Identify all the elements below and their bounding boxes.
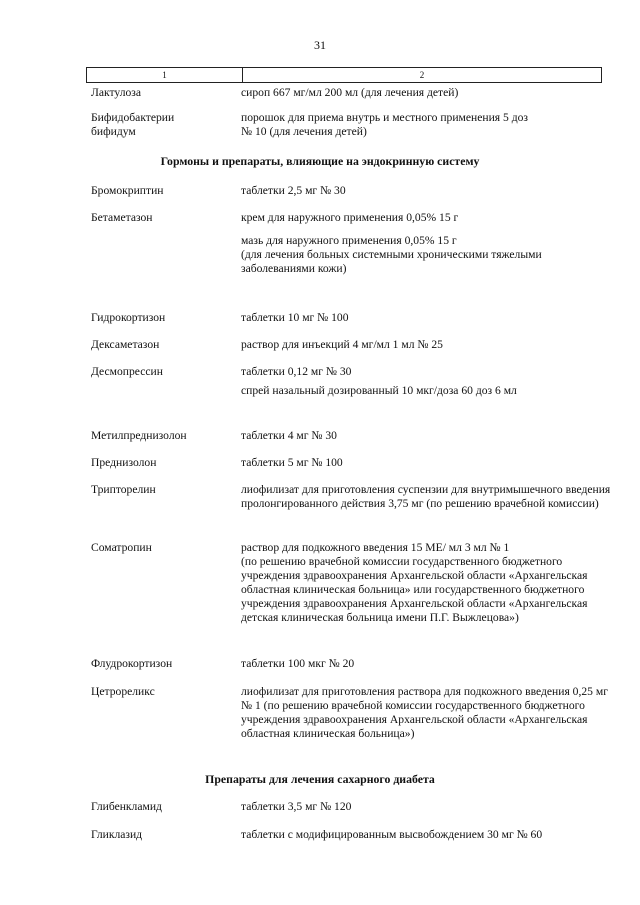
drug-name: Флудрокортизон xyxy=(91,657,173,670)
drug-name: Гликлазид xyxy=(91,828,143,841)
drug-form: таблетки с модифицированным высвобождением 30 мг № 60 xyxy=(241,828,543,841)
drug-name: Дексаметазон xyxy=(91,338,160,351)
drug-name: Бифидобактерии бифидум xyxy=(91,111,175,138)
drug-row-tsetroreliks xyxy=(91,685,611,741)
header-col-2: 2 xyxy=(419,70,425,80)
drug-form: лиофилизат для приготовления суспензии для внутримышечного введения пролонгированного действия 3,75 мг (по решению врачебной комиссии) xyxy=(241,483,611,510)
header-col-1: 1 xyxy=(87,68,243,82)
drug-desc xyxy=(241,338,611,352)
drug-name: Лактулоза xyxy=(91,86,141,99)
drug-form: таблетки 2,5 мг № 30 xyxy=(241,184,346,197)
drug-name: Бетаметазон xyxy=(91,211,153,224)
drug-row-fludrokortizon xyxy=(91,657,611,671)
drug-desc xyxy=(241,429,611,443)
drug-form: таблетки 3,5 мг № 120 xyxy=(241,800,352,813)
drug-name: Десмопрессин xyxy=(91,365,163,378)
drug-desc xyxy=(241,828,611,842)
drug-row-desmopressin xyxy=(91,365,611,398)
drug-desc xyxy=(241,800,611,814)
drug-row-betametazon xyxy=(91,211,611,276)
drug-name: Соматропин xyxy=(91,541,152,554)
drug-desc xyxy=(241,311,611,325)
page-number: 31 xyxy=(314,38,326,52)
drug-desc xyxy=(241,657,611,671)
drug-row-glibenklamid xyxy=(91,800,611,814)
drug-row-metilprednizolon xyxy=(91,429,611,443)
drug-form: крем для наружного применения 0,05% 15 г xyxy=(241,211,459,224)
drug-desc xyxy=(241,685,611,741)
drug-row-prednizolon xyxy=(91,456,611,470)
section-heading-hormones: Гормоны и препараты, влияющие на эндокринную систему xyxy=(160,154,480,168)
drug-row-bifidobakterii xyxy=(91,111,611,139)
drug-name: Гидрокортизон xyxy=(91,311,166,324)
drug-form: таблетки 10 мг № 100 xyxy=(241,311,349,324)
drug-form: лиофилизат для приготовления раствора для подкожного введения 0,25 мг № 1 (по решению врачебной комиссии государственного бюджетного учреждения здравоохранения Архангельской области «Архангельская областная клиническая больница») xyxy=(241,685,608,740)
drug-desc xyxy=(241,365,611,398)
drug-desc xyxy=(241,111,611,139)
drug-desc xyxy=(241,184,611,198)
drug-name: Метилпреднизолон xyxy=(91,429,187,442)
drug-desc xyxy=(241,541,611,625)
drug-name: Преднизолон xyxy=(91,456,157,469)
drug-desc xyxy=(241,211,611,276)
drug-desc xyxy=(241,456,611,470)
drug-name: Бромокриптин xyxy=(91,184,164,197)
drug-desc xyxy=(241,86,611,100)
section-heading-diabetes: Препараты для лечения сахарного диабета xyxy=(205,772,435,786)
drug-name: Трипторелин xyxy=(91,483,156,496)
drug-desc xyxy=(241,483,611,511)
drug-row-somatropin xyxy=(91,541,611,625)
drug-form: таблетки 100 мкг № 20 xyxy=(241,657,355,670)
drug-row-gidrokortizon xyxy=(91,311,611,325)
drug-form: порошок для приема внутрь и местного применения 5 доз № 10 (для лечения детей) xyxy=(241,111,528,138)
drug-row-gliklazid xyxy=(91,828,611,842)
drug-row-laktuloza xyxy=(91,86,611,100)
table-header xyxy=(86,67,602,83)
drug-form: спрей назальный дозированный 10 мкг/доза 60 доз 6 мл xyxy=(241,384,517,397)
drug-name: Глибенкламид xyxy=(91,800,162,813)
drug-form: таблетки 5 мг № 100 xyxy=(241,456,343,469)
drug-name: Цетрореликс xyxy=(91,685,155,698)
drug-form: мазь для наружного применения 0,05% 15 г (для лечения больных системными хроническими тяжелыми заболеваниями кожи) xyxy=(241,234,542,275)
drug-form: сироп 667 мг/мл 200 мл (для лечения детей) xyxy=(241,86,459,99)
drug-form: раствор для инъекций 4 мг/мл 1 мл № 25 xyxy=(241,338,443,351)
drug-form: таблетки 0,12 мг № 30 xyxy=(241,365,352,378)
drug-row-deksametazon xyxy=(91,338,611,352)
drug-form: таблетки 4 мг № 30 xyxy=(241,429,337,442)
drug-form: раствор для подкожного введения 15 МЕ/ мл 3 мл № 1 (по решению врачебной комиссии государственного бюджетного учреждения здравоохранения Архангельской области «Архангельская областная клиническая больница» или государственного бюджетного учреждения здравоохранения Архангельской области «Архангельская детская клиническая больница имени П.Г. Выжлецова») xyxy=(241,541,588,624)
drug-row-triptorelin xyxy=(91,483,611,511)
drug-row-bromokriptin xyxy=(91,184,611,198)
